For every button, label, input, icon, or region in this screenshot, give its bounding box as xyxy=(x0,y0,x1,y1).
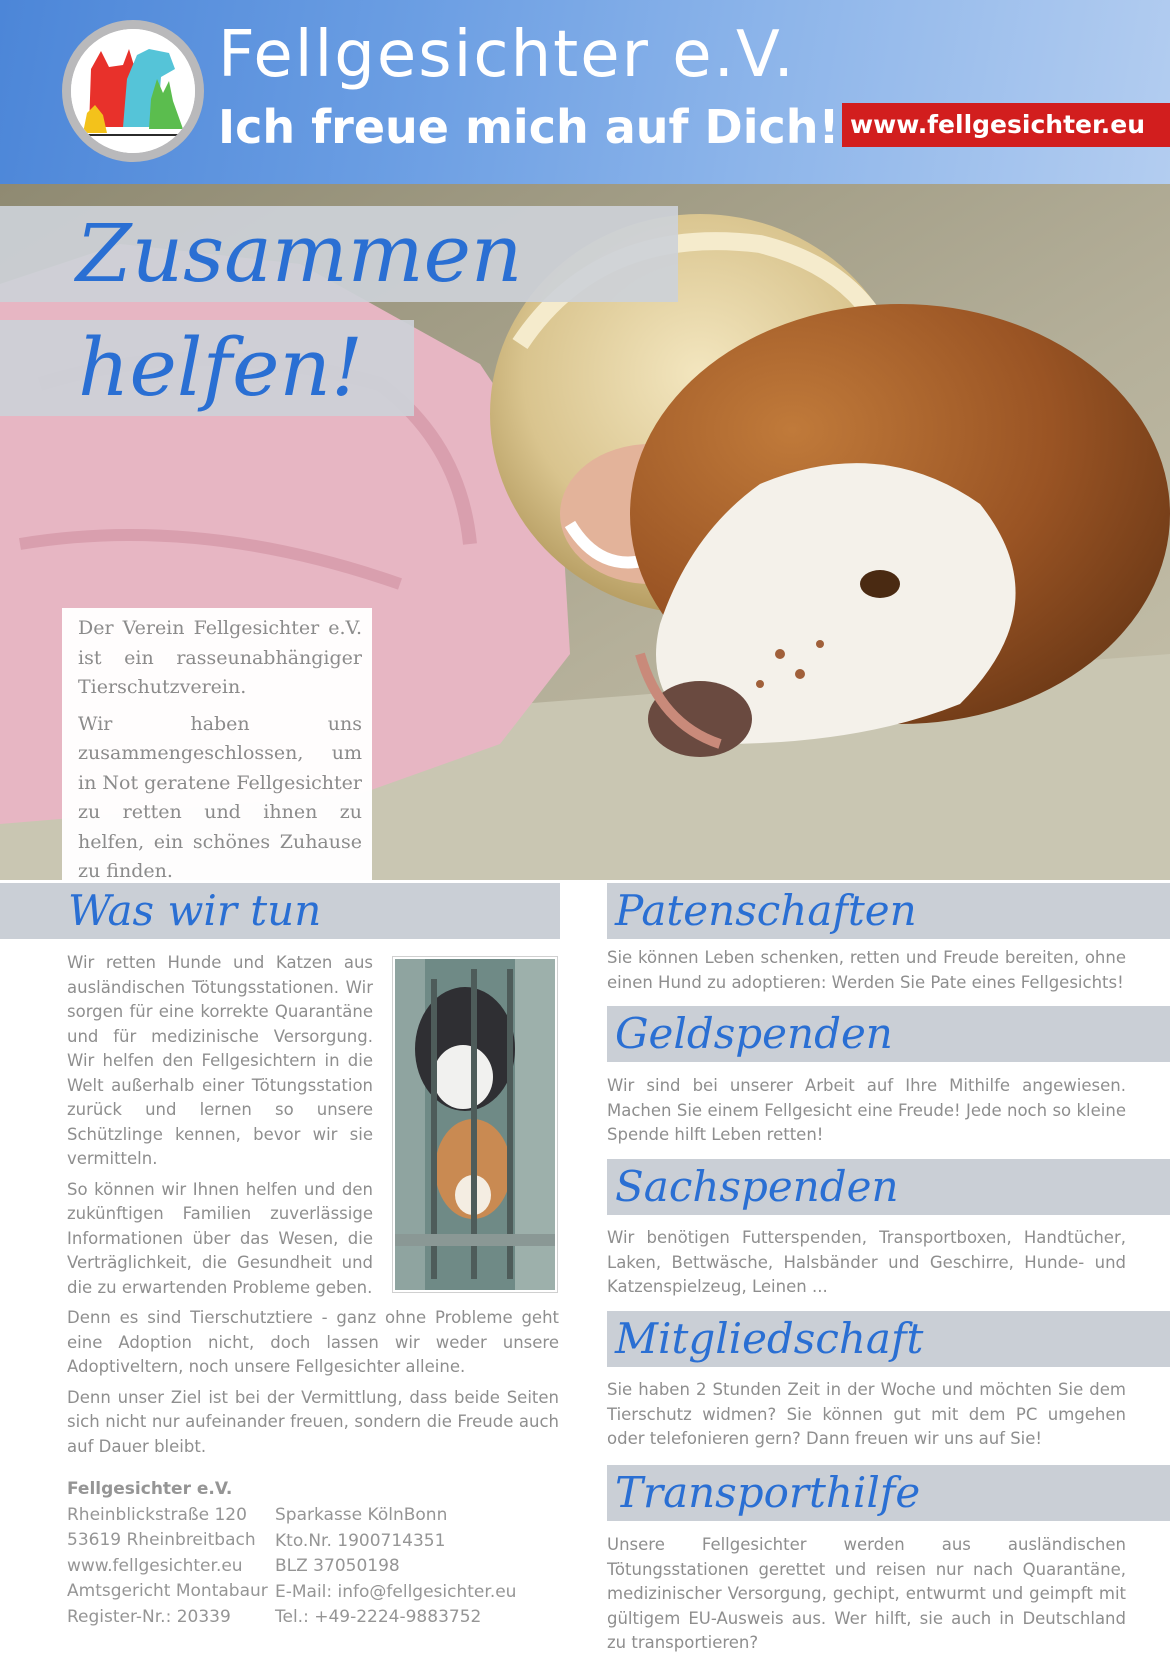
bank-name: Sparkasse KölnBonn xyxy=(275,1505,448,1525)
geldspenden-text: Wir sind bei unserer Arbeit auf Ihre Mithilfe angewiesen. Machen Sie einem Fellgesicht eine Freude! Jede noch so kleine Spende hilft Leben retten! xyxy=(607,1076,1126,1144)
section-heading-mitgliedschaft: Mitgliedschaft xyxy=(607,1311,1170,1367)
organization-title: Fellgesichter e.V. xyxy=(218,18,796,92)
was-wir-tun-paragraph-4: Denn unser Ziel ist bei der Vermittlung, dass beide Seiten sich nicht nur aufeinander freuen, sondern die Freude auch auf Dauer bleibt. xyxy=(67,1387,559,1456)
address-city: 53619 Rheinbreitbach xyxy=(67,1530,256,1550)
bank-contact-block xyxy=(275,1503,516,1631)
intro-text-box xyxy=(62,608,372,880)
bank-account: Kto.Nr. 1900714351 xyxy=(275,1530,446,1551)
contact-email[interactable]: E-Mail: info@fellgesichter.eu xyxy=(275,1581,517,1602)
was-wir-tun-paragraph-1: Wir retten Hunde und Katzen aus ausländischen Tötungsstationen. Wir sorgen für eine korrekte Quarantäne und für medizinische Versorgung. Wir helfen den Fellgesichtern in die Welt außerhalb einer Tötungsstation zurück und lernen so unsere Schützlinge kennen, bevor wir sie vermitteln. xyxy=(67,953,373,1168)
dogs-in-kennel-photo xyxy=(393,957,557,1292)
headline-line-1: Zusammen xyxy=(0,206,678,302)
contact-phone: Tel.: +49-2224-9883752 xyxy=(275,1607,482,1627)
intro-paragraph-2: Wir haben uns zusammengeschlossen, um in Not geratene Fellgesichter zu retten und ihnen zu helfen, ein schönes Zuhause zu finden. xyxy=(78,712,362,880)
section-heading-geldspenden: Geldspenden xyxy=(607,1006,1170,1062)
intro-paragraph-1: Der Verein Fellgesichter e.V. ist ein rasseunabhängiger Tierschutzverein. xyxy=(78,617,362,698)
section-heading-patenschaften: Patenschaften xyxy=(607,883,1170,939)
was-wir-tun-paragraph-3: Denn es sind Tierschutztiere - ganz ohne Probleme geht eine Adoption nicht, doch lassen wir weder unsere Adoptiveltern, noch unsere Fellgesichter alleine. xyxy=(67,1308,559,1376)
was-wir-tun-paragraph-2: So können wir Ihnen helfen und den zukünftigen Familien zuverlässige Informationen über das Wesen, die Verträglichkeit, die Gesundheit und die zu erwartenden Probleme geben. xyxy=(67,1179,373,1297)
address-register: Register-Nr.: 20339 xyxy=(67,1606,231,1627)
address-court: Amtsgericht Montabaur xyxy=(67,1581,268,1601)
bank-blz: BLZ 37050198 xyxy=(275,1556,400,1576)
address-block xyxy=(67,1477,268,1630)
was-wir-tun-text-1 xyxy=(67,951,373,1306)
header-banner xyxy=(0,0,1170,184)
address-street: Rheinblickstraße 120 xyxy=(67,1504,247,1525)
website-link[interactable]: www.fellgesichter.eu xyxy=(842,103,1170,147)
patenschaften-text: Sie können Leben schenken, retten und Freude bereiten, ohne einen Hund zu adoptieren: Werden Sie Pate eines Fellgesichts! xyxy=(607,948,1126,992)
section-heading-was-wir-tun: Was wir tun xyxy=(0,883,560,939)
headline-line-2: helfen! xyxy=(0,320,414,416)
section-heading-sachspenden: Sachspenden xyxy=(607,1159,1170,1215)
was-wir-tun-text-2 xyxy=(67,1306,559,1465)
cat-dog-rabbit-logo-icon xyxy=(71,29,195,153)
sachspenden-text: Wir benötigen Futterspenden, Transportboxen, Handtücher, Laken, Bettwäsche, Halsbänder und Geschirre, Hunde- und Katzenspielzeug, Leinen ... xyxy=(607,1228,1126,1296)
logo xyxy=(62,20,204,162)
mitgliedschaft-text: Sie haben 2 Stunden Zeit in der Woche und möchten Sie dem Tierschutz widmen? Sie können gut mit dem PC umgehen oder telefonieren gern? Dann freuen wir uns auf Sie! xyxy=(607,1380,1126,1448)
hero-photo xyxy=(0,184,1170,880)
section-heading-transporthilfe: Transporthilfe xyxy=(607,1465,1170,1521)
transporthilfe-text: Unsere Fellgesichter werden aus ausländischen Tötungsstationen gerettet und reisen nur nach Quarantäne, medizinischer Versorgung, gechipt, entwurmt und geimpft mit gültigem EU-Ausweis aus. Wer hilft, sie auch in Deutschland zu transportieren? xyxy=(607,1535,1126,1652)
address-website[interactable]: www.fellgesichter.eu xyxy=(67,1555,243,1576)
slogan: Ich freue mich auf Dich! xyxy=(218,100,840,154)
address-organization: Fellgesichter e.V. xyxy=(67,1479,233,1499)
